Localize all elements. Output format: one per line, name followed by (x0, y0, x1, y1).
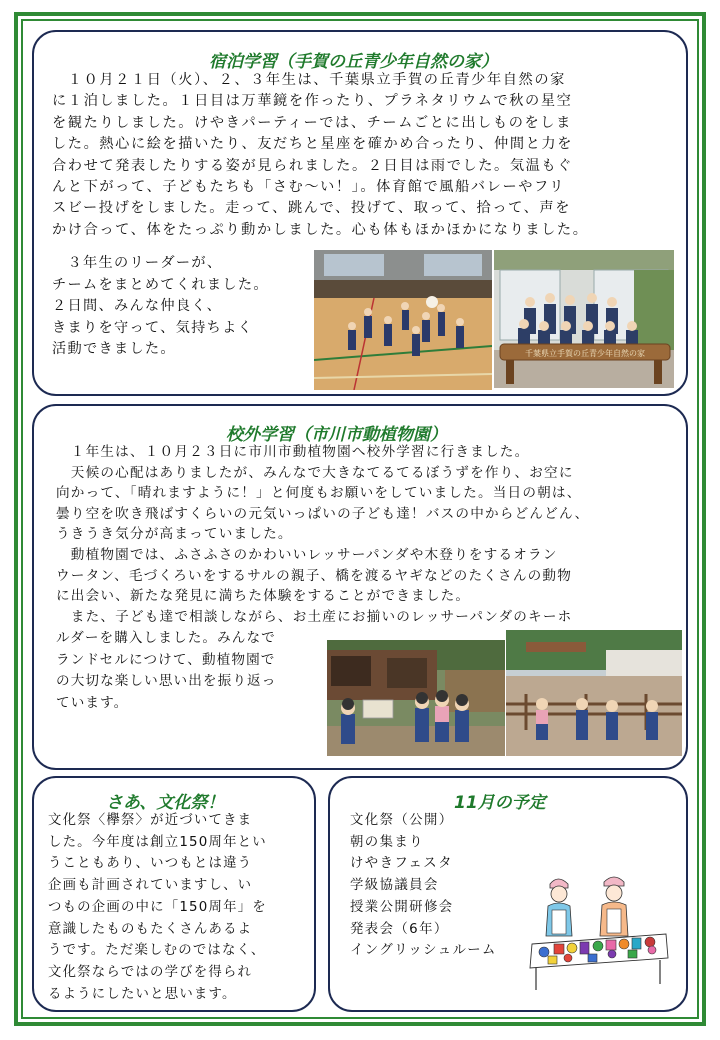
text-line: うこともあり、いつもとは違う (48, 856, 253, 872)
festival-body-text (48, 810, 267, 1005)
text-line: ２日間、みんな仲良く、 (52, 298, 223, 315)
zoo-photo-goat-area (506, 630, 682, 756)
section-title-schedule: 11月の予定 (454, 793, 546, 813)
section-title-overnight: 宿泊学習（手賀の丘青少年自然の家） (209, 52, 498, 72)
text-line: るようにしたいと思います。 (48, 986, 237, 1002)
text-line: した。今年度は創立150周年とい (48, 834, 267, 850)
text-line: 合わせて発表したりする姿が見られました。２日目は雨でした。気温もぐ (52, 157, 573, 174)
text-line: また、子ども達で相談しながら、お土産にお揃いのレッサーパンダのキーホ (56, 608, 573, 625)
text-line: ルダーを購入しました。みんなで (56, 630, 276, 646)
text-line: つもの企画の中に「150周年」を (48, 899, 267, 915)
schedule-item: けやきフェスタ (350, 856, 453, 872)
sign-text: 千葉県立手賀の丘青少年自然の家 (525, 349, 645, 358)
text-line: 文化祭ならではの学びを得られ (48, 964, 253, 980)
text-line: かけ合って、体をたっぷり動かしました。心も体もほかほかになりました。 (52, 221, 589, 238)
text-line: １０月２１日（火）、２、３年生は、千葉県立手賀の丘青少年自然の家 (52, 72, 566, 88)
zoo-photo-children (327, 640, 505, 756)
text-line: の大切な楽しい思い出を振り返っ (56, 673, 277, 690)
text-line: 企画も計画されていますし、い (48, 878, 253, 894)
schedule-item: 朝の集まり (350, 834, 424, 850)
text-line: ています。 (56, 694, 129, 711)
schedule-item: イングリッシュルーム (350, 943, 497, 959)
schedule-item: 学級協議員会 (350, 878, 439, 894)
schedule-item: 授業公開研修会 (350, 899, 454, 915)
text-line: に出会い、新たな発見に満ちた体験をすることができました。 (56, 588, 471, 605)
section-title-field-trip: 校外学習（市川市動植物園） (226, 425, 447, 445)
text-line: した。熱心に絵を描いたり、友だちと星座を確かめ合ったり、仲間と力を (52, 136, 573, 153)
text-line: チームをまとめてくれました。 (52, 276, 269, 293)
field-trip-body-text (56, 442, 589, 627)
text-line: ウータン、毛づくろいをするサルの親子、橋を渡るヤギなどのたくさんの動物 (56, 567, 573, 584)
text-line: きまりを守って、気持ちよく (52, 319, 254, 336)
text-line: 天候の心配はありましたが、みんなで大きなてるてるぼうずを作り、お空に (56, 464, 574, 481)
gym-activity-photo (314, 250, 492, 390)
text-line: 文化祭〈欅祭〉が近づいてきま (48, 813, 253, 828)
text-line: ランドセルにつけて、動植物園で (56, 651, 276, 668)
section-title-festival: さあ、文化祭！ (106, 793, 225, 813)
text-line: 向かって、「晴れますように！」と何度もお願いをしていました。当日の朝は、 (56, 485, 582, 502)
text-line: んと下がって、子どもたちも「さむ～い！」。体育館で風船バレーやフリ (52, 179, 566, 196)
overnight-body-text (52, 70, 589, 241)
text-line: ３年生のリーダーが、 (52, 255, 223, 271)
festival-stall-illustration (528, 872, 670, 994)
text-line: に１泊しました。１日目は万華鏡を作ったり、プラネタリウムで秋の星空 (52, 93, 573, 110)
schedule-item: 文化祭（公開） (350, 813, 454, 828)
schedule-list (350, 810, 497, 962)
group-photo-nature-house (494, 250, 674, 388)
text-line: １年生は、１０月２３日に市川市動植物園へ校外学習に行きました。 (56, 444, 530, 460)
text-line: 動植物園では、ふさふさのかわいいレッサーパンダや木登りをするオラン (56, 546, 558, 563)
overnight-side-text (52, 253, 269, 361)
text-line: スビー投げをしました。走って、跳んで、投げて、取って、拾って、声を (52, 200, 572, 217)
text-line: うです。ただ楽しむのではなく、 (48, 943, 266, 959)
text-line: を観たりしました。けやきパーティーでは、チームごとに出しものをしま (52, 114, 572, 131)
text-line: 意識したものもたくさんあるよ (48, 921, 253, 937)
text-line: うきうき気分が高まっていました。 (56, 526, 293, 543)
schedule-item: 発表会（6年） (350, 921, 449, 937)
text-line: 曇り空を吹き飛ばすくらいの元気いっぱいの子ども達！バスの中からどんどん、 (56, 505, 590, 522)
text-line: 活動できました。 (52, 341, 176, 358)
field-trip-side-text (56, 628, 276, 714)
